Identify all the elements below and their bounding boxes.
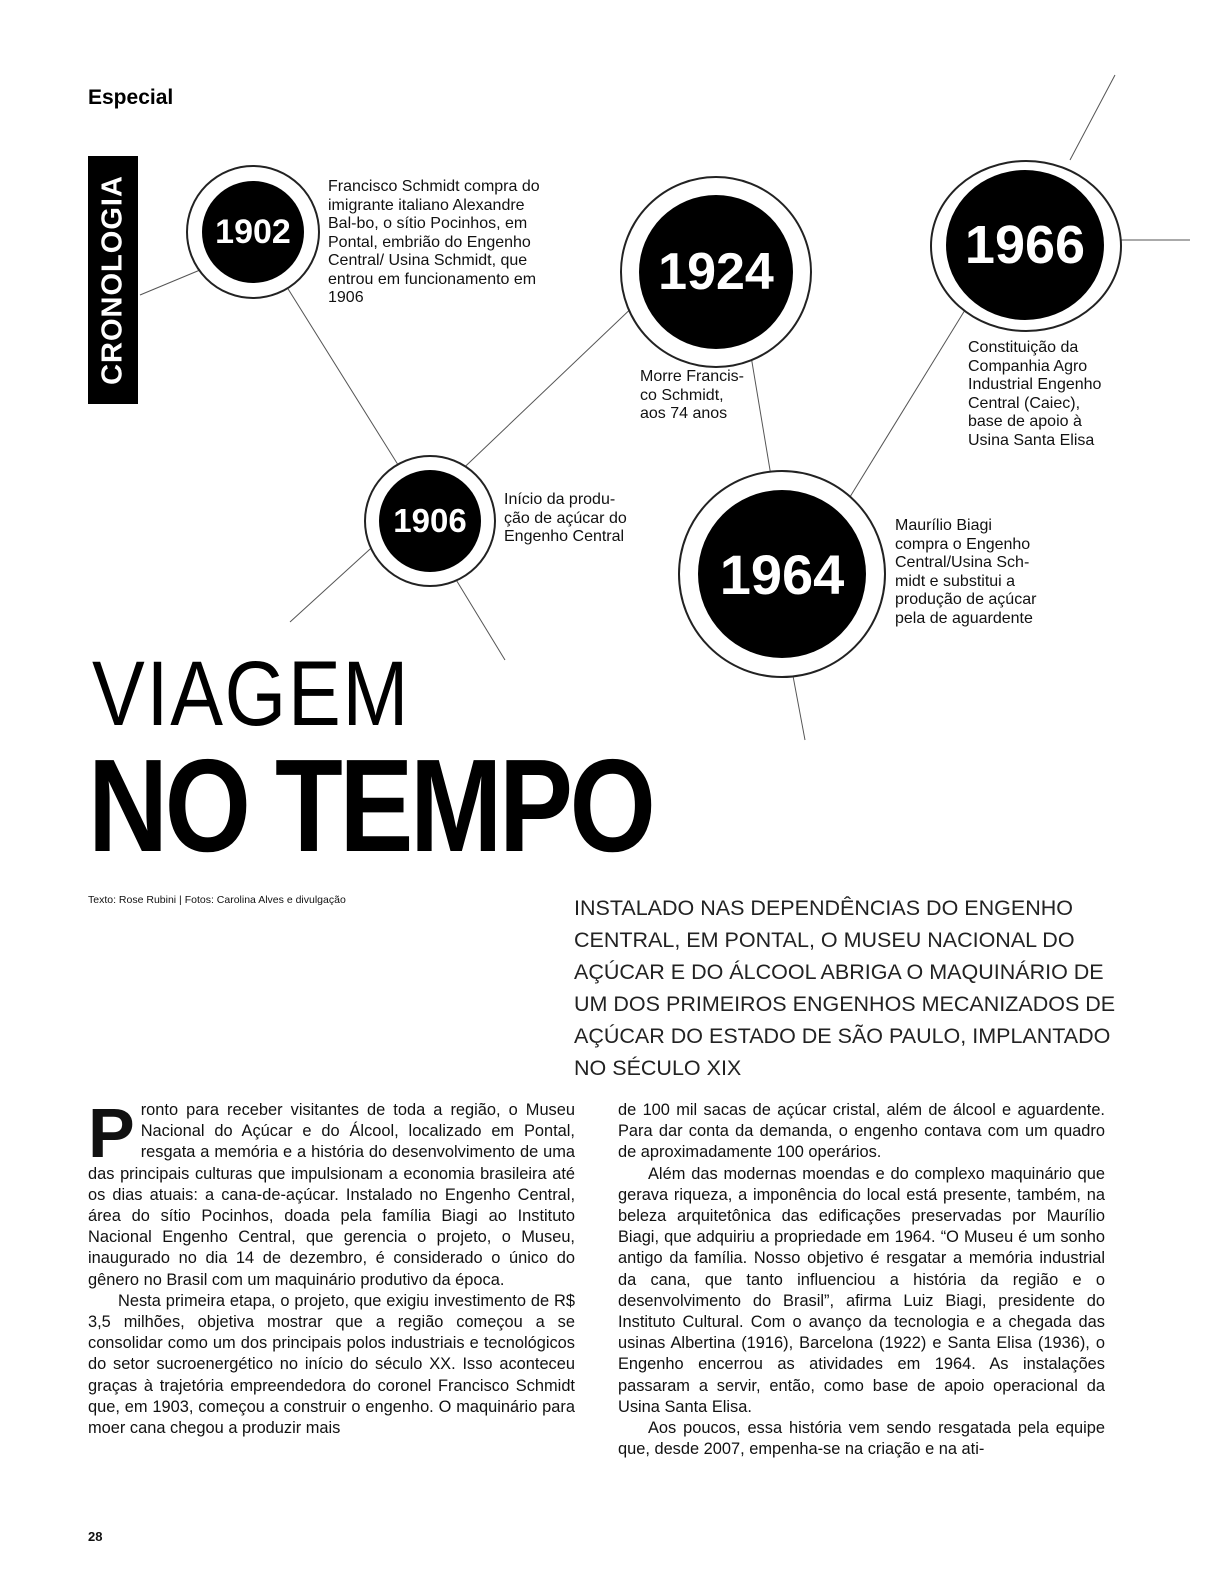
year-1964: 1964: [698, 490, 866, 658]
year-1906: 1906: [379, 470, 481, 572]
paragraph-3: de 100 mil sacas de açúcar cristal, além de álcool e aguardente. Para dar conta da demanda, o engenho contava com um quadro de aproximadamente 100 operários.: [618, 1101, 1105, 1162]
lead-paragraph: INSTALADO NAS DEPENDÊNCIAS DO ENGENHO CENTRAL, EM PONTAL, O MUSEU NACIONAL DO AÇÚCAR E DO ÁLCOOL ABRIGA O MAQUINÁRIO DE UM DOS PRIMEIROS ENGENHOS MECANIZADOS DE AÇÚCAR DO ESTADO DE SÃO PAULO, IMPLANTADO NO SÉCULO XIX: [574, 896, 1116, 1080]
title-line-2: NO TEMPO: [88, 732, 653, 879]
year-1924: 1924: [639, 195, 793, 349]
year-1902: 1902: [202, 181, 304, 283]
timeline-node-1906: [364, 455, 496, 587]
timeline-node-1964: [678, 470, 886, 678]
body-column-2: [618, 1100, 1105, 1460]
page-number: 28: [88, 1529, 103, 1544]
credits: Texto: Rose Rubini | Fotos: Carolina Alves e divulgação: [88, 894, 346, 906]
cronologia-label: CRONOLOGIA: [96, 175, 129, 385]
section-label: Especial: [88, 86, 174, 109]
paragraph-1: [88, 1094, 575, 1291]
paragraph-5: Aos poucos, essa história vem sendo resgatada pela equipe que, desde 2007, empenha-se na criação e na ati-: [618, 1419, 1105, 1459]
timeline-node-1924: [620, 176, 812, 368]
note-1964: Maurílio Biagi compra o Engenho Central/Usina Sch-midt e substitui a produção de açúcar pela de aguardente: [895, 517, 1037, 627]
note-1906: Início da produ-ção de açúcar do Engenho Central: [504, 491, 627, 545]
timeline-node-1966: [930, 160, 1122, 332]
timeline-node-1902: [186, 165, 320, 299]
drop-cap: P: [88, 1094, 135, 1172]
title-line-1: VIAGEM: [92, 643, 411, 745]
body-column-1: [88, 1094, 575, 1439]
note-1966: Constituição da Companhia Agro Industrial Engenho Central (Caiec), base de apoio à Usina Santa Elisa: [968, 339, 1102, 449]
paragraph-4: Além das modernas moendas e do complexo maquinário que gerava riqueza, a imponência do local está presente, também, na beleza arquitetônica das edificações preservadas por Maurílio Biagi, que adquiriu a propriedade em 1964. “O Museu é um sonho antigo da família. Nosso objetivo é resgatar a memória industrial da cana, que tanto influenciou a história da região e o desenvolvimento do Brasil”, afirma Luiz Biagi, presidente do Instituto Cultural. Com o avanço da tecnologia e a chegada das usinas Albertina (1916), Barcelona (1922) e Santa Elisa (1936), o Engenho encerrou as atividades em 1964. As instalações passaram a servir, então, como base de apoio operacional da Usina Santa Elisa.: [618, 1164, 1105, 1416]
paragraph-1-text: ronto para receber visitantes de toda a região, o Museu Nacional do Açúcar e do Álcool, localizado em Pontal, resgata a memória e a história do desenvolvimento de uma das principais culturas que impulsionam a economia brasileira até os dias atuais: a cana-de-açúcar. Instalado no Engenho Central, área do sítio Pocinhos, doada pela família Biagi ao Instituto Nacional Engenho Central, que gerencia o projeto, o Museu, inaugurado no dia 14 de dezembro, é considerado o único do gênero no Brasil com um maquinário produtivo da época.: [88, 1101, 575, 1289]
cronologia-tab: [88, 156, 138, 404]
note-1924: Morre Francis-co Schmidt, aos 74 anos: [640, 368, 745, 422]
note-1902: Francisco Schmidt compra do imigrante italiano Alexandre Bal-bo, o sítio Pocinhos, em Pontal, embrião do Engenho Central/ Usina Schmidt, que entrou em funcionamento em 1906: [328, 178, 540, 306]
year-1966: 1966: [946, 170, 1104, 320]
paragraph-2: Nesta primeira etapa, o projeto, que exigiu investimento de R$ 3,5 milhões, objetiva mostrar que a região começou a se consolidar como um dos principais polos industriais e tecnológicos do setor sucroenergético no início do século XX. Isso aconteceu graças à trajetória empreendedora do coronel Francisco Schmidt que, em 1903, começou a construir o engenho. O maquinário para moer cana chegou a produzir mais: [88, 1291, 575, 1438]
